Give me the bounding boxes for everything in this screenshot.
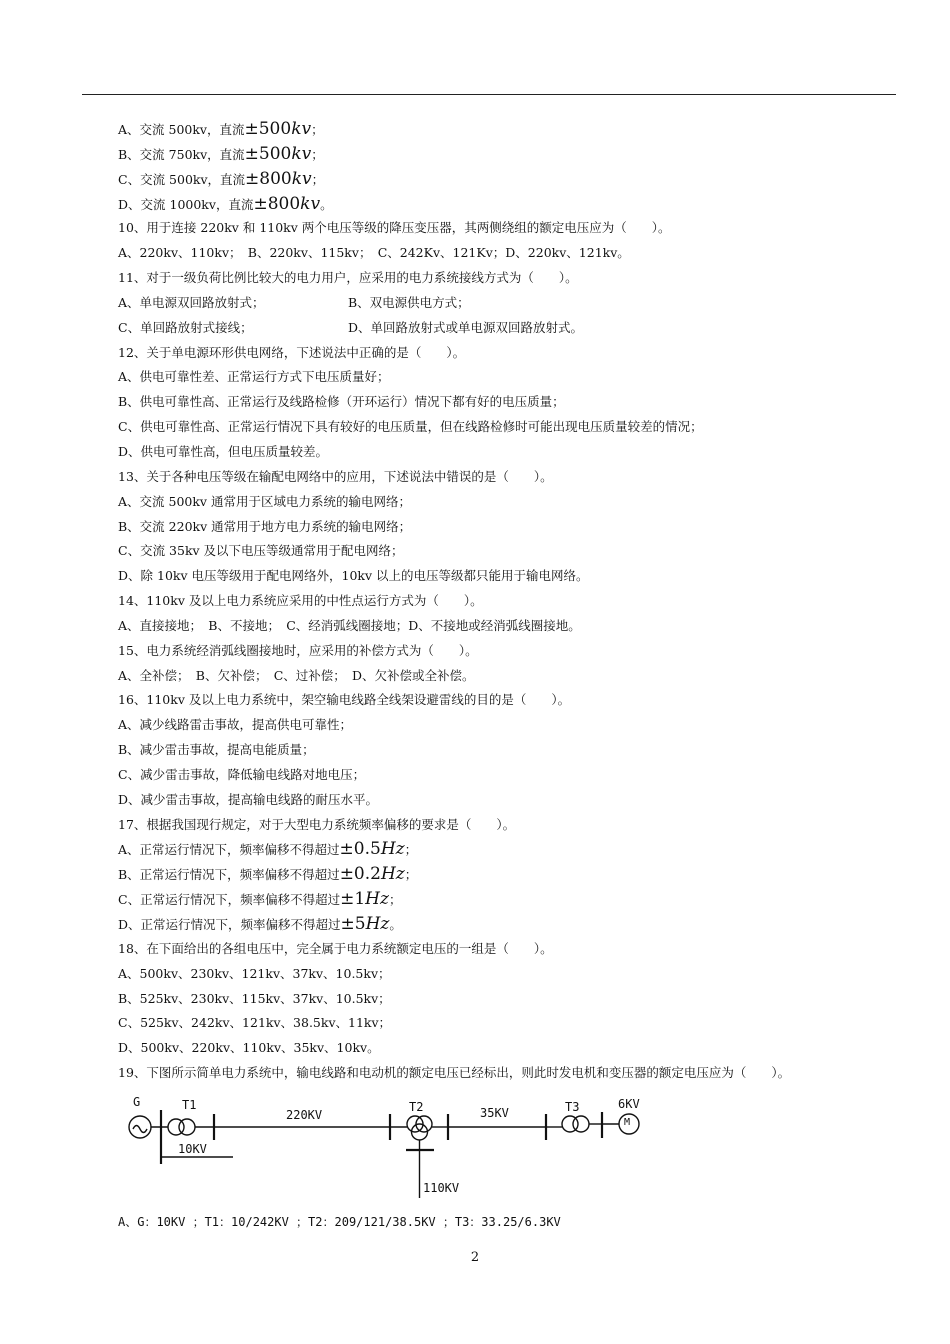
math-number: ±0.2 — [339, 864, 381, 885]
line-text: 14、110kv 及以上电力系统应采用的中性点运行方式为（ ）。 — [118, 593, 483, 609]
text-line — [118, 117, 918, 142]
math-value — [245, 119, 312, 139]
line-text: A、供电可靠性差、正常运行方式下电压质量好； — [118, 369, 390, 385]
math-unit: kv — [291, 143, 312, 164]
text-line — [118, 862, 918, 887]
line-text: A、正常运行情况下，频率偏移不得超过 — [118, 842, 340, 858]
line-text: 17、根据我国现行规定，对于大型电力系统频率偏移的要求是（ ）。 — [118, 816, 516, 832]
line-text: C、减少雷击事故，降低输电线路对地电压； — [118, 766, 366, 782]
text-line — [118, 763, 918, 788]
line-text: D、减少雷击事故，提高输电线路的耐压水平。 — [118, 791, 379, 807]
line-punct: ； — [311, 146, 324, 162]
line-text: A、220kv、110kv； B、220kv、115kv； C、242Kv、121Kv；D、220kv、121kv。 — [118, 245, 630, 261]
t3-winding-2 — [573, 1116, 589, 1132]
math-value — [245, 144, 312, 164]
text-line — [118, 440, 918, 465]
line-text: B、交流 750kv，直流 — [118, 146, 245, 162]
line-text: D、供电可靠性高，但电压质量较差。 — [118, 443, 329, 459]
text-line — [118, 291, 918, 316]
line-text: D、500kv、220kv、110kv、35kv、10kv。 — [118, 1040, 380, 1056]
label-t3: T3 — [565, 1100, 580, 1114]
line-text: B、供电可靠性高、正常运行及线路检修（开环运行）情况下都有好的电压质量； — [118, 394, 565, 410]
text-line — [118, 216, 918, 241]
math-value — [340, 839, 405, 859]
math-number: ±0.5 — [339, 839, 381, 860]
text-line — [118, 192, 918, 217]
line-punct: 。 — [389, 917, 402, 932]
line-text: 18、在下面给出的各组电压中，完全属于电力系统额定电压的一组是（ ）。 — [118, 940, 553, 956]
text-line — [118, 1011, 918, 1036]
line-text: B、交流 220kv 通常用于地方电力系统的输电网络； — [118, 518, 412, 534]
option-right: B、双电源供电方式； — [348, 294, 470, 310]
text-line — [118, 1036, 918, 1061]
line-text: 16、110kv 及以上电力系统中，架空输电线路全线架设避雷线的目的是（ ）。 — [118, 692, 571, 708]
label-220kv: 220KV — [286, 1108, 323, 1122]
line-text: A、交流 500kv 通常用于区域电力系统的输电网络； — [118, 493, 411, 509]
line-text: B、减少雷击事故，提高电能质量； — [118, 742, 315, 758]
text-line — [118, 589, 918, 614]
label-10kv: 10KV — [178, 1142, 207, 1156]
text-line — [118, 241, 918, 266]
line-text: C、525kv、242kv、121kv、38.5kv、11kv； — [118, 1015, 392, 1031]
text-line — [118, 987, 918, 1012]
math-unit: Hz — [365, 914, 390, 934]
line-text: D、正常运行情况下，频率偏移不得超过 — [118, 917, 341, 932]
line-text: A、500kv、230kv、121kv、37kv、10.5kv； — [118, 965, 391, 981]
header-rule — [82, 94, 896, 95]
text-line — [118, 1061, 918, 1086]
text-line — [118, 813, 918, 838]
math-number: ±800 — [245, 168, 292, 189]
text-line — [118, 341, 918, 366]
line-text: A、全补偿； B、欠补偿； C、过补偿； D、欠补偿或全补偿。 — [118, 667, 475, 683]
label-g: G — [133, 1095, 141, 1109]
line-text: 13、关于各种电压等级在输配电网络中的应用，下述说法中错误的是（ ）。 — [118, 468, 553, 484]
line-text: D、除 10kv 电压等级用于配电网络外，10kv 以上的电压等级都只能用于输电网络。 — [118, 568, 589, 584]
text-line — [118, 664, 918, 689]
text-line — [118, 564, 918, 589]
question-list — [118, 117, 918, 1086]
generator-symbol — [129, 1116, 151, 1138]
text-line — [118, 266, 918, 291]
line-text: C、供电可靠性高、正常运行情况下具有较好的电压质量，但在线路检修时可能出现电压质量较差的情况； — [118, 419, 703, 435]
math-unit: kv — [291, 119, 312, 139]
math-number: ±5 — [340, 914, 366, 934]
text-line — [118, 937, 918, 962]
line-text: C、交流 500kv，直流 — [118, 171, 246, 187]
text-line — [118, 515, 918, 540]
line-text: C、交流 35kv 及以下电压等级通常用于配电网络； — [118, 543, 404, 559]
line-text: 15、电力系统经消弧线圈接地时，应采用的补偿方式为（ ）。 — [118, 642, 478, 658]
option-right: D、单回路放射式或单电源双回路放射式。 — [348, 319, 584, 335]
text-line — [118, 788, 918, 813]
text-line — [118, 837, 918, 862]
page-number: 2 — [470, 1250, 480, 1265]
label-t1: T1 — [182, 1098, 197, 1112]
text-line — [118, 316, 918, 341]
option-left: C、单回路放射式接线； — [118, 319, 253, 335]
math-unit: Hz — [380, 839, 405, 860]
line-punct: ； — [311, 122, 324, 137]
line-text: 10、用于连接 220kv 和 110kv 两个电压等级的降压变压器，其两侧绕组的额定电压应为（ ）。 — [118, 220, 671, 236]
line-punct: ； — [388, 892, 402, 908]
math-value — [340, 889, 389, 909]
text-line — [118, 688, 918, 713]
line-text: B、正常运行情况下，频率偏移不得超过 — [118, 867, 340, 883]
math-value — [253, 194, 320, 214]
math-unit: Hz — [380, 864, 405, 885]
math-value — [340, 864, 405, 884]
label-6kv: 6KV — [618, 1097, 640, 1111]
text-line — [118, 713, 918, 738]
label-t2: T2 — [409, 1100, 424, 1114]
math-value — [341, 914, 390, 934]
text-line — [118, 365, 918, 390]
power-system-diagram — [118, 1090, 658, 1200]
text-line — [118, 142, 918, 167]
line-text: B、525kv、230kv、115kv、37kv、10.5kv； — [118, 990, 391, 1006]
text-line — [118, 738, 918, 763]
math-unit: kv — [300, 193, 321, 214]
label-110kv: 110KV — [423, 1181, 460, 1195]
text-line — [118, 962, 918, 987]
line-punct: ； — [404, 867, 418, 883]
math-value — [245, 169, 312, 189]
text-line — [118, 415, 918, 440]
math-number: ±800 — [253, 193, 301, 214]
math-number: ±500 — [244, 143, 292, 164]
text-line — [118, 887, 918, 912]
answer-option-a: A、G：10KV ；T1：10/242KV ；T2：209/121/38.5KV ；T3：33.25/6.3KV — [118, 1215, 561, 1229]
line-text: 19、下图所示简单电力系统中，输电线路和电动机的额定电压已经标出，则此时发电机和变压器的额定电压应为（ ）。 — [118, 1065, 791, 1081]
math-number: ±500 — [244, 119, 292, 139]
math-unit: Hz — [365, 889, 389, 910]
text-line — [118, 465, 918, 490]
text-line — [118, 390, 918, 415]
math-unit: kv — [291, 168, 312, 189]
label-m: M — [624, 1117, 631, 1128]
text-line — [118, 639, 918, 664]
option-left: A、单电源双回路放射式； — [118, 294, 265, 310]
line-text: A、直接接地； B、不接地； C、经消弧线圈接地；D、不接地或经消弧线圈接地。 — [118, 617, 581, 633]
text-line — [118, 912, 918, 937]
line-text: A、减少线路雷击事故，提高供电可靠性； — [118, 717, 353, 733]
math-number: ±1 — [340, 889, 366, 910]
t1-winding-2 — [179, 1119, 195, 1135]
line-text: 11、对于一级负荷比例比较大的电力用户，应采用的电力系统接线方式为（ ）。 — [118, 270, 578, 286]
line-punct: 。 — [320, 196, 333, 212]
line-text: D、交流 1000kv，直流 — [118, 196, 254, 212]
line-punct: ； — [311, 171, 325, 187]
line-text: A、交流 500kv，直流 — [118, 122, 245, 137]
text-line — [118, 167, 918, 192]
label-35kv: 35KV — [480, 1106, 509, 1120]
text-line — [118, 614, 918, 639]
line-text: C、正常运行情况下，频率偏移不得超过 — [118, 892, 341, 908]
line-text: 12、关于单电源环形供电网络，下述说法中正确的是（ ）。 — [118, 344, 466, 360]
text-line — [118, 490, 918, 515]
line-punct: ； — [404, 842, 418, 858]
text-line — [118, 539, 918, 564]
